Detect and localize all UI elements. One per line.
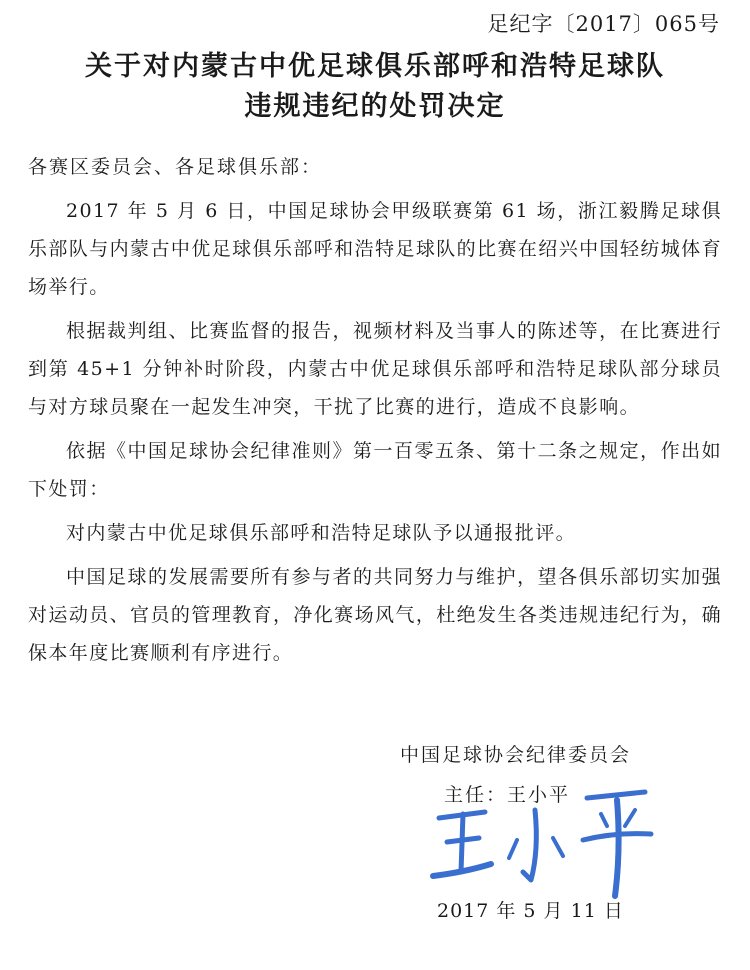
salutation: 各赛区委员会、各足球俱乐部：	[28, 156, 323, 178]
paragraph-incident: 根据裁判组、比赛监督的报告，视频材料及当事人的陈述等，在比赛进行到第 45+1 分钟补时阶段，内蒙古中优足球俱乐部呼和浩特足球队部分球员与对方球员聚在一起发生冲突，干扰了比赛的进行，造成不良影响。	[28, 320, 722, 418]
paragraph-penalty: 对内蒙古中优足球俱乐部呼和浩特足球队予以通报批评。	[66, 522, 577, 544]
paragraph-appeal: 中国足球的发展需要所有参与者的共同努力与维护，望各俱乐部切实加强对运动员、官员的管理教育，净化赛场风气，杜绝发生各类违规违纪行为，确保本年度比赛顺利有序进行。	[28, 566, 722, 664]
document-number: 足纪字〔2017〕065号	[487, 12, 720, 36]
handwritten-signature	[425, 780, 665, 900]
paragraph-match-info: 2017 年 5 月 6 日，中国足球协会甲级联赛第 61 场，浙江毅腾足球俱乐部队与内蒙古中优足球俱乐部呼和浩特足球队的比赛在绍兴中国轻纺城体育场举行。	[28, 200, 722, 298]
signing-director: 主任：王小平	[444, 784, 571, 806]
title-line-2: 违规违纪的处罚决定	[244, 91, 506, 122]
title-line-1: 关于对内蒙古中优足球俱乐部呼和浩特足球队	[85, 51, 665, 82]
paragraph-basis: 依据《中国足球协会纪律准则》第一百零五条、第十二条之规定，作出如下处罚：	[28, 440, 722, 500]
signing-date: 2017 年 5 月 11 日	[437, 900, 624, 922]
document-body	[28, 192, 722, 678]
signing-organization: 中国足球协会纪律委员会	[400, 744, 632, 766]
